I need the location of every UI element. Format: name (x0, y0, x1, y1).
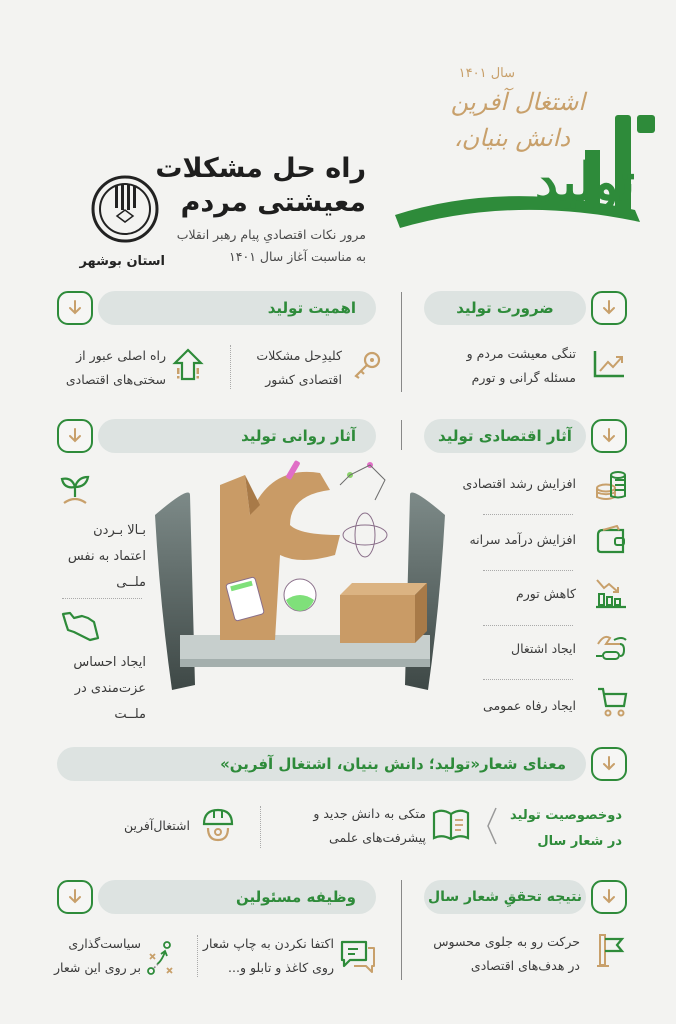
psych-item1-line2: اعتماد به نفس (67, 549, 146, 564)
dotted-divider (483, 570, 573, 571)
psych-item2-line3: ملــت (114, 707, 146, 722)
importance-item2-line2: سختی‌های اقتصادی (65, 372, 166, 387)
necessity-title (424, 291, 586, 325)
slogan-meaning-title (57, 747, 586, 781)
sprout-icon (58, 473, 92, 511)
officials-duty-item1-line1: اکتفا نکردن به چاپ شعار (202, 936, 334, 951)
economic-effect-item: کاهش تورم (516, 586, 576, 601)
importance-item1-line1: کلیدِحل مشکلات (256, 348, 342, 363)
psych-item2-line1: ایجاد احساس (73, 655, 146, 670)
inflation-down-chart-icon (594, 578, 628, 614)
economic-effect-item: افزایش رشد اقتصادی (462, 476, 576, 491)
slogan-line2: دانش بنیان، (453, 124, 570, 152)
slogan-main: تولید (534, 152, 635, 213)
necessity-line1: تنگی معیشت مردم و (466, 346, 576, 361)
slogan-meaning-item1-line2: پیشرفت‌های علمی (329, 830, 426, 845)
year-1401-conveyor-illustration (150, 455, 450, 695)
psych-item1-text (68, 518, 146, 596)
officials-duty-item2-text (54, 932, 141, 980)
necessity-line2: مسئله گرانی و تورم (471, 370, 576, 385)
key-icon (352, 350, 382, 384)
result-text (433, 930, 580, 978)
psych-item1-line3: ملــی (116, 575, 146, 590)
dotted-divider (260, 806, 261, 848)
result-line1: حرکت رو به جلوی محسوس (433, 934, 580, 949)
economic-effect-item: ایجاد رفاه عمومی (483, 698, 576, 713)
economic-effects-title (424, 419, 586, 453)
arrow-down-icon (66, 427, 84, 445)
result-title-text: نتیجه تحققِ شعار سال (427, 889, 583, 905)
column-divider (401, 420, 402, 450)
necessity-text (467, 342, 576, 390)
headline-line1: راه حل مشکلات (155, 153, 366, 184)
chat-bubbles-icon (340, 938, 378, 978)
slogan-meaning-item1-text (313, 802, 426, 850)
organization-logo (79, 174, 165, 274)
officials-duty-title-text: وظیفه مسئولین (235, 888, 356, 906)
chevron-left-icon (486, 806, 498, 850)
open-book-icon (432, 808, 470, 846)
psych-item2-line2: عزت‌مندی در (74, 681, 146, 696)
dotted-divider (62, 598, 142, 599)
officials-duty-item1-text (203, 932, 334, 980)
dotted-divider (197, 935, 198, 977)
officials-duty-item1-line2: روی کاغذ و تابلو و... (228, 960, 334, 975)
slogan-meaning-label (510, 803, 622, 855)
importance-download-button[interactable] (57, 291, 93, 325)
psych-effects-title (98, 419, 376, 453)
psych-effects-download-button[interactable] (57, 419, 93, 453)
hardhat-gear-icon (200, 806, 236, 846)
importance-title (98, 291, 376, 325)
necessity-title-text: ضرورت تولید (456, 299, 554, 317)
center-illustration (150, 455, 450, 695)
slogan-meaning-label-line2: در شعار سال (537, 834, 622, 849)
slogan-meaning-label-line1: دوخصوصیت تولید (510, 808, 622, 823)
importance-item1-line2: اقتصادی کشور (265, 372, 342, 387)
psych-item2-text (73, 650, 146, 728)
iran-map-icon (60, 610, 100, 648)
economic-effect-item: ایجاد اشتغال (510, 641, 576, 656)
arrow-down-icon (66, 299, 84, 317)
arrow-down-icon (600, 299, 618, 317)
economic-effects-title-text: آثار اقتصادی تولید (438, 427, 572, 445)
flag-icon (596, 933, 626, 973)
wallet-icon (595, 525, 627, 559)
psych-effects-title-text: آثار روانی تولید (241, 427, 356, 445)
dotted-divider (483, 625, 573, 626)
necessity-download-button[interactable] (591, 291, 627, 325)
arrow-down-icon (600, 888, 618, 906)
result-line2: در هدف‌های اقتصادی (470, 958, 580, 973)
slogan-meaning-title-text: معنای شعار«تولید؛ دانش بنیان، اشتغال آفرین» (220, 755, 566, 773)
dotted-divider (230, 345, 231, 389)
arrow-down-icon (66, 888, 84, 906)
handshake-money-icon (594, 632, 628, 668)
dotted-divider (483, 679, 573, 680)
headline (155, 152, 366, 268)
officials-duty-item2-line1: سیاست‌گذاری (68, 936, 141, 951)
slogan-meaning-download-button[interactable] (591, 747, 627, 781)
importance-item2-line1: راه اصلی عبور از (76, 348, 166, 363)
slogan-line1: اشتغال آفرین (450, 88, 585, 116)
result-download-button[interactable] (591, 880, 627, 914)
importance-item2-text (66, 344, 166, 392)
importance-item1-text (256, 344, 342, 392)
officials-duty-download-button[interactable] (57, 880, 93, 914)
subtitle-line2: به مناسبت آغاز سال ۱۴۰۱ (229, 249, 366, 264)
column-divider (401, 880, 402, 980)
economic-effects-download-button[interactable] (591, 419, 627, 453)
coins-icon (594, 470, 628, 506)
logo-caption: استان بوشهر (79, 254, 165, 269)
psych-item1-line1: بـالا بـردن (93, 523, 146, 538)
importance-title-text: اهمیت تولید (267, 299, 356, 317)
slogan-meaning-item1-line1: متکی به دانش جدید و (313, 806, 426, 821)
column-divider (401, 292, 402, 392)
officials-duty-item2-line2: بر روی این شعار (54, 960, 141, 975)
economic-effect-item: افزایش درآمد سرانه (469, 532, 576, 547)
slogan-meaning-item2-text: اشتغال‌آفرین (124, 818, 190, 833)
year-label: سال ۱۴۰۱ (458, 66, 515, 81)
officials-duty-title (98, 880, 376, 914)
dotted-divider (483, 514, 573, 515)
headline-line2: معیشتی مردم (180, 187, 366, 218)
slogan-calligraphy (385, 60, 665, 235)
strategy-play-icon (145, 940, 175, 980)
arrow-down-icon (600, 427, 618, 445)
logo-emblem-icon (90, 174, 160, 244)
shopping-cart-icon (596, 686, 628, 722)
arrow-down-icon (600, 755, 618, 773)
arrow-up-warning-icon (172, 348, 204, 386)
result-title (424, 880, 586, 914)
subtitle-line1: مرور نکات اقتصادیِ پیام رهبر انقلاب (176, 227, 366, 242)
trend-up-icon (592, 349, 626, 383)
